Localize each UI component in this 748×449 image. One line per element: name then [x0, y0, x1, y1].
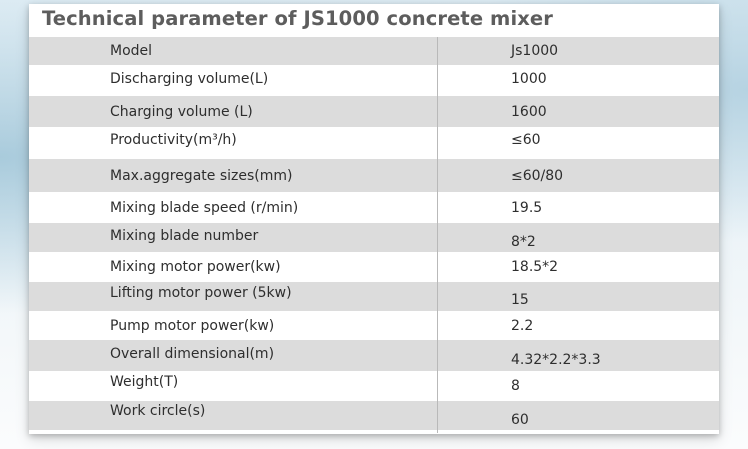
table-row — [29, 311, 719, 340]
value-cell: 15 — [511, 292, 529, 308]
table-row — [29, 223, 719, 252]
table-row — [29, 37, 719, 65]
value-cell: 4.32*2.2*3.3 — [511, 352, 601, 368]
column-divider — [437, 37, 438, 433]
param-cell: Lifting motor power (5kw) — [110, 285, 292, 301]
param-cell: Charging volume (L) — [110, 103, 253, 120]
table-row — [29, 401, 719, 430]
table-row — [29, 159, 719, 192]
param-cell: Work circle(s) — [110, 403, 206, 419]
table-row — [29, 65, 719, 96]
value-cell: 8*2 — [511, 234, 536, 250]
param-cell: Discharging volume(L) — [110, 71, 269, 87]
param-cell: Mixing motor power(kw) — [110, 259, 281, 275]
spec-table — [29, 37, 719, 430]
value-cell: ≤60/80 — [511, 167, 564, 184]
value-cell: 1600 — [511, 103, 547, 120]
table-row — [29, 371, 719, 401]
value-cell: 1000 — [511, 71, 547, 87]
table-row — [29, 252, 719, 282]
table-title: Technical parameter of JS1000 concrete mixer — [42, 7, 553, 30]
param-cell: Pump motor power(kw) — [110, 317, 275, 334]
param-cell: Mixing blade speed (r/min) — [110, 199, 299, 216]
param-cell: Productivity(m³/h) — [110, 132, 237, 148]
value-cell: 19.5 — [511, 199, 543, 216]
param-cell: Weight(T) — [110, 374, 179, 390]
table-row — [29, 127, 719, 159]
table-row — [29, 96, 719, 127]
param-cell: Overall dimensional(m) — [110, 346, 275, 362]
value-cell: ≤60 — [511, 132, 541, 148]
param-cell: Max.aggregate sizes(mm) — [110, 167, 293, 184]
table-row — [29, 340, 719, 371]
table-row — [29, 192, 719, 223]
table-row — [29, 282, 719, 311]
param-cell: Mixing blade number — [110, 228, 259, 244]
value-cell: 8 — [511, 378, 520, 394]
param-cell: Model — [110, 43, 153, 59]
spec-card — [29, 4, 719, 434]
value-cell: 60 — [511, 412, 529, 428]
value-cell: 2.2 — [511, 317, 534, 334]
value-cell: Js1000 — [511, 43, 559, 59]
value-cell: 18.5*2 — [511, 259, 559, 275]
